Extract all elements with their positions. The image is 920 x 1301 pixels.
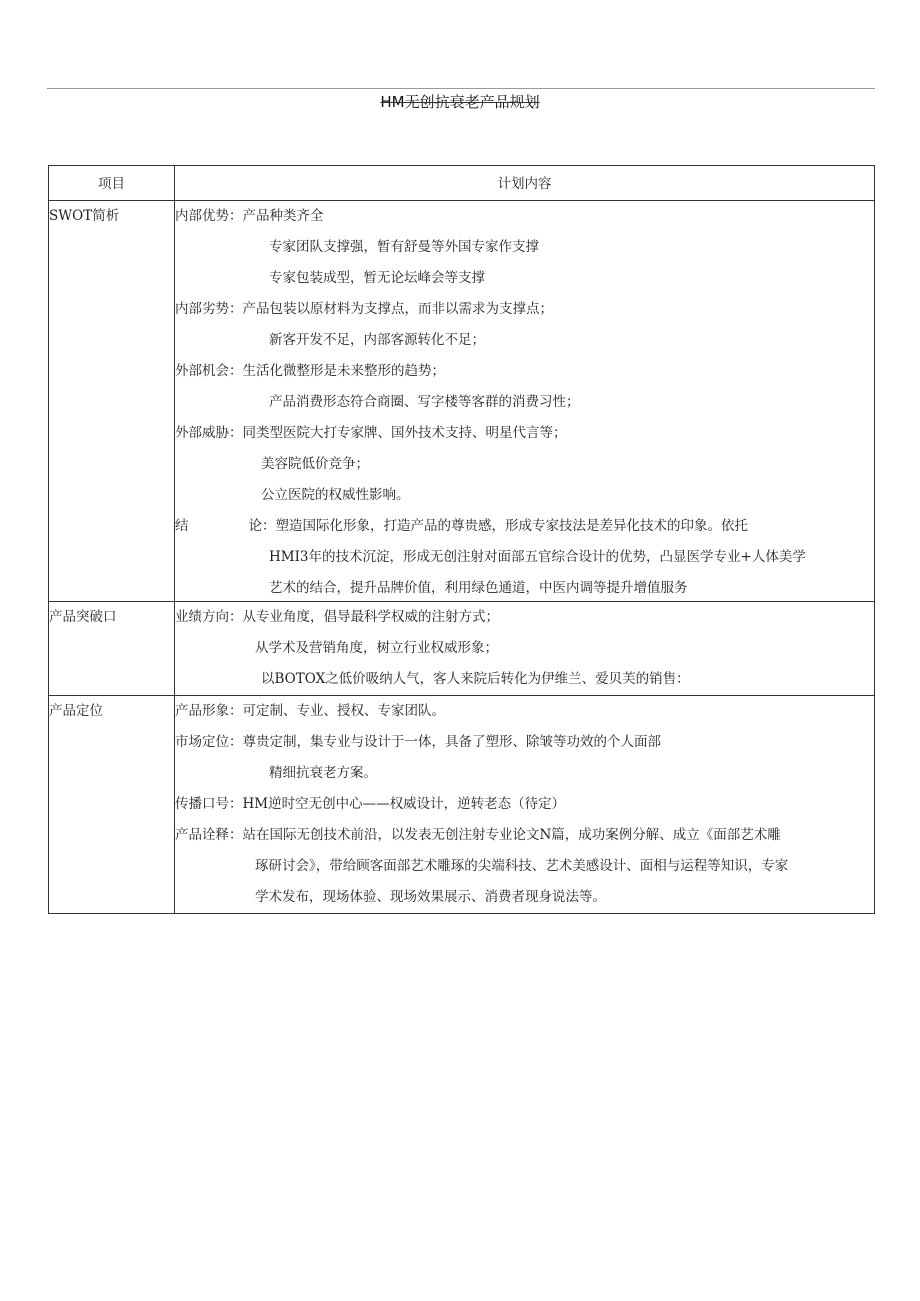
breakthrough-line: 业绩方向：从专业角度，倡导最科学权威的注射方式；	[175, 609, 499, 625]
positioning-line: 市场定位：尊贵定制，集专业与设计于一体，具备了塑形、除皱等功效的个人面部	[175, 734, 661, 750]
row-label-swot: SWOT简析	[49, 201, 175, 602]
page-title: HM无创抗衰老产品规划	[380, 93, 540, 111]
swot-line: 专家团队支撑强，暂有舒曼等外国专家作支撑	[269, 239, 539, 255]
header-item: 项目	[49, 166, 175, 201]
positioning-line: 学术发布，现场体验、现场效果展示、消费者现身说法等。	[255, 889, 606, 905]
swot-line: 公立医院的权威性影响。	[261, 487, 410, 503]
row-label-breakthrough: 产品突破口	[49, 602, 175, 696]
plan-table	[48, 165, 875, 914]
swot-line: 外部威胁：同类型医院大打专家牌、国外技术支持、明星代言等；	[175, 425, 567, 441]
swot-line: 内部劣势：产品包装以原材料为支撑点，而非以需求为支撑点；	[175, 301, 553, 317]
row-content-positioning	[175, 696, 875, 914]
swot-line: 专家包装成型，暂无论坛峰会等支撑	[269, 270, 485, 286]
positioning-line: 产品诠释：站在国际无创技术前沿，以发表无创注射专业论文N篇，成功案例分解、成立《面部艺术雕	[175, 827, 781, 843]
swot-line: 外部机会：生活化微整形是未来整形的趋势；	[175, 363, 445, 379]
positioning-line: 产品形象：可定制、专业、授权、专家团队。	[175, 703, 445, 719]
swot-line: 新客开发不足，内部客源转化不足；	[269, 332, 485, 348]
row-content-swot	[175, 201, 875, 602]
table-header-row	[49, 166, 875, 201]
breakthrough-line: 以BOTOX之低价吸纳人气，客人来院后转化为伊维兰、爱贝芙的销售：	[261, 671, 690, 687]
row-content-breakthrough	[175, 602, 875, 696]
table-row-breakthrough	[49, 602, 875, 696]
table-row-swot	[49, 201, 875, 602]
table-row-positioning	[49, 696, 875, 914]
swot-line: HMI3年的技术沉淀，形成无创注射对面部五官综合设计的优势，凸显医学专业+人体美学	[269, 549, 806, 565]
swot-conclusion-line	[175, 511, 874, 542]
swot-line: 艺术的结合，提升品牌价值，利用绿色通道，中医内调等提升增值服务	[269, 580, 688, 596]
positioning-line: 琢研讨会》，带给顾客面部艺术雕琢的尖端科技、艺术美感设计、面相与运程等知识，专家	[255, 858, 789, 874]
positioning-line: 精细抗衰老方案。	[269, 765, 377, 781]
header-plan-content: 计划内容	[175, 166, 875, 201]
positioning-line: 传播口号：HM逆时空无创中心——权威设计，逆转老态（待定）	[175, 796, 566, 812]
swot-line: 内部优势：产品种类齐全	[175, 208, 324, 224]
conclusion-text: 论：塑造国际化形象，打造产品的尊贵感，形成专家技法是差异化技术的印象。依托	[248, 518, 748, 534]
breakthrough-line: 从学术及营销角度，树立行业权威形象；	[255, 640, 498, 656]
conclusion-prefix: 结	[175, 518, 189, 534]
header-rule	[47, 88, 875, 89]
swot-line: 产品消费形态符合商圈、写字楼等客群的消费习性；	[269, 394, 580, 410]
row-label-positioning: 产品定位	[49, 696, 175, 914]
swot-line: 美容院低价竞争；	[261, 456, 369, 472]
